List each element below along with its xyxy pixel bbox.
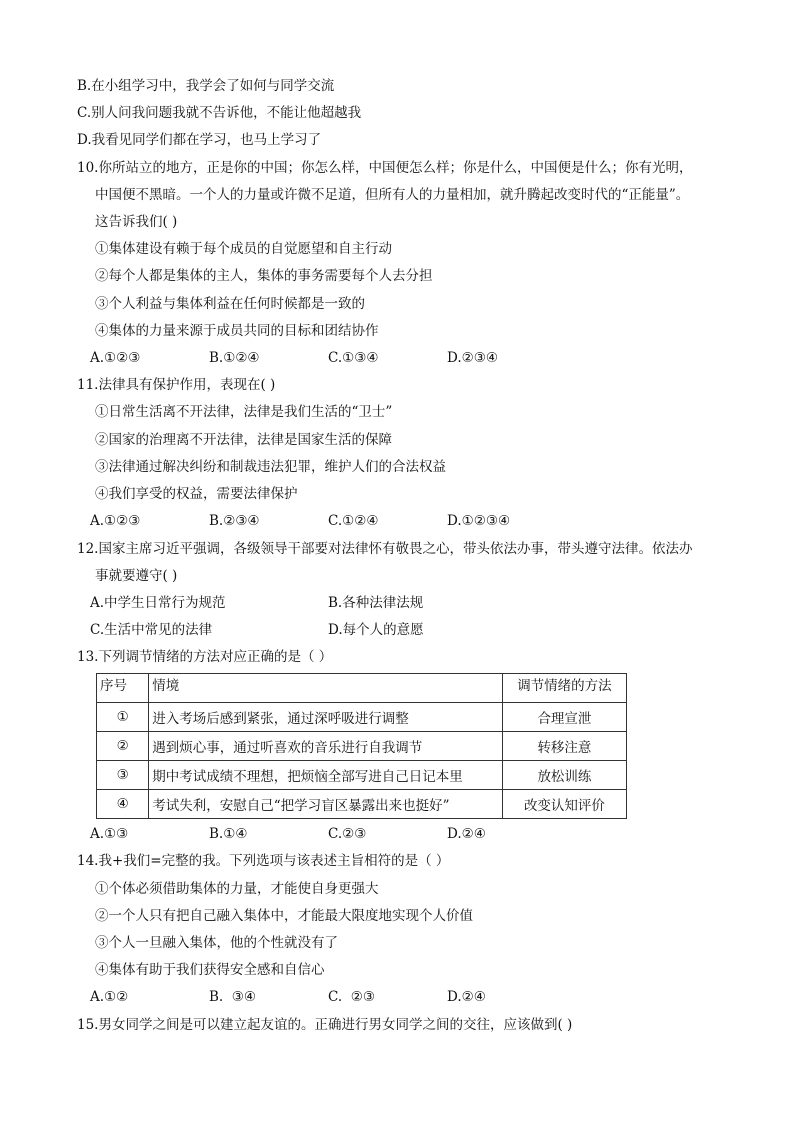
q14-option-d: D.②④ [447,989,486,1005]
q14-stem: 14.我+我们=完整的我。下列选项与该表述主旨相符的是（ ） [77,853,450,869]
q10-option-c: C.①③④ [328,350,379,366]
table-row [97,790,627,819]
q11-item-3: ③法律通过解决纠纷和制裁违法犯罪，维护人们的合法权益 [95,459,446,475]
q10-option-b: B.①②④ [209,350,260,366]
header-method: 调节情绪的方法 [502,674,626,703]
q9-option-c: C.别人问我问题我就不告诉他，不能让他超越我 [77,105,362,121]
q11-item-4: ④我们享受的权益，需要法律保护 [95,486,298,502]
q14-item-1: ①个体必须借助集体的力量，才能使自身更强大 [95,881,379,897]
q10-stem-line1: 10.你所站立的地方，正是你的中国；你怎么样，中国便怎么样；你是什么，中国便是什么；你有光明， [77,160,693,176]
q13-stem: 13.下列调节情绪的方法对应正确的是（ ） [77,649,333,665]
q14-option-b: B. ③④ [209,989,256,1005]
row-number: ① [97,703,149,732]
row-number: ④ [97,790,149,819]
q14-item-2: ②一个人只有把自己融入集体中，才能最大限度地实现个人价值 [95,908,473,924]
q10-option-a: A.①②③ [90,350,141,366]
q10-item-4: ④集体的力量来源于成员共同的目标和团结协作 [95,323,379,339]
header-number: 序号 [97,674,149,703]
q13-option-d: D.②④ [447,826,486,842]
row-method: 改变认知评价 [502,790,626,819]
row-number: ② [97,732,149,761]
q11-item-1: ①日常生活离不开法律，法律是我们生活的“卫士” [95,404,393,420]
q14-item-4: ④集体有助于我们获得安全感和自信心 [95,962,325,978]
q12-option-c: C.生活中常见的法律 [90,622,213,638]
row-situation: 期中考试成绩不理想，把烦恼全部写进自己日记本里 [149,761,503,790]
header-situation: 情境 [149,674,503,703]
q11-option-c: C.①②④ [328,513,379,529]
q11-option-b: B.②③④ [209,513,260,529]
q11-stem: 11.法律具有保护作用，表现在( ) [77,377,276,393]
row-situation: 考试失利，安慰自己“把学习盲区暴露出来也挺好” [149,790,503,819]
q10-item-1: ①集体建设有赖于每个成员的自觉愿望和自主行动 [95,241,392,257]
q10-stem-line2: 中国便不黑暗。一个人的力量或许微不足道，但所有人的力量相加，就升腾起改变时代的“正能量”。 [95,187,690,203]
table-row [97,703,627,732]
q12-option-b: B.各种法律法规 [328,595,424,611]
q11-option-d: D.①②③④ [447,513,511,529]
q10-item-2: ②每个人都是集体的主人，集体的事务需要每个人去分担 [95,268,433,284]
q10-stem-line3: 这告诉我们( ) [95,214,178,230]
table-header-row [97,674,627,703]
q12-stem-line1: 12.国家主席习近平强调，各级领导干部要对法律怀有敬畏之心，带头依法办事，带头遵守法律。依法办 [77,541,693,557]
row-method: 放松训练 [502,761,626,790]
q14-item-3: ③个人一旦融入集体，他的个性就没有了 [95,935,338,951]
row-situation: 进入考场后感到紧张，通过深呼吸进行调整 [149,703,503,732]
q9-option-b: B.在小组学习中，我学会了如何与同学交流 [77,78,335,94]
q10-option-d: D.②③④ [447,350,498,366]
q11-option-a: A.①②③ [90,513,141,529]
q13-option-a: A.①③ [90,826,129,842]
emotion-methods-table [96,673,627,819]
q12-option-a: A.中学生日常行为规范 [90,595,226,611]
row-method: 合理宣泄 [502,703,626,732]
q12-option-d: D.每个人的意愿 [328,622,424,638]
table-row [97,732,627,761]
q13-option-c: C.②③ [328,826,367,842]
q10-item-3: ③个人利益与集体利益在任何时候都是一致的 [95,296,365,312]
row-situation: 遇到烦心事，通过听喜欢的音乐进行自我调节 [149,732,503,761]
q14-option-a: A.①② [90,989,129,1005]
q15-stem: 15.男女同学之间是可以建立起友谊的。正确进行男女同学之间的交往，应该做到( ) [77,1017,573,1033]
row-number: ③ [97,761,149,790]
row-method: 转移注意 [502,732,626,761]
q13-option-b: B.①④ [209,826,248,842]
q12-stem-line2: 事就要遵守( ) [95,568,178,584]
table-row [97,761,627,790]
q11-item-2: ②国家的治理离不开法律，法律是国家生活的保障 [95,432,392,448]
q14-option-c: C. ②③ [328,989,375,1005]
q9-option-d: D.我看见同学们都在学习，也马上学习了 [77,132,322,148]
